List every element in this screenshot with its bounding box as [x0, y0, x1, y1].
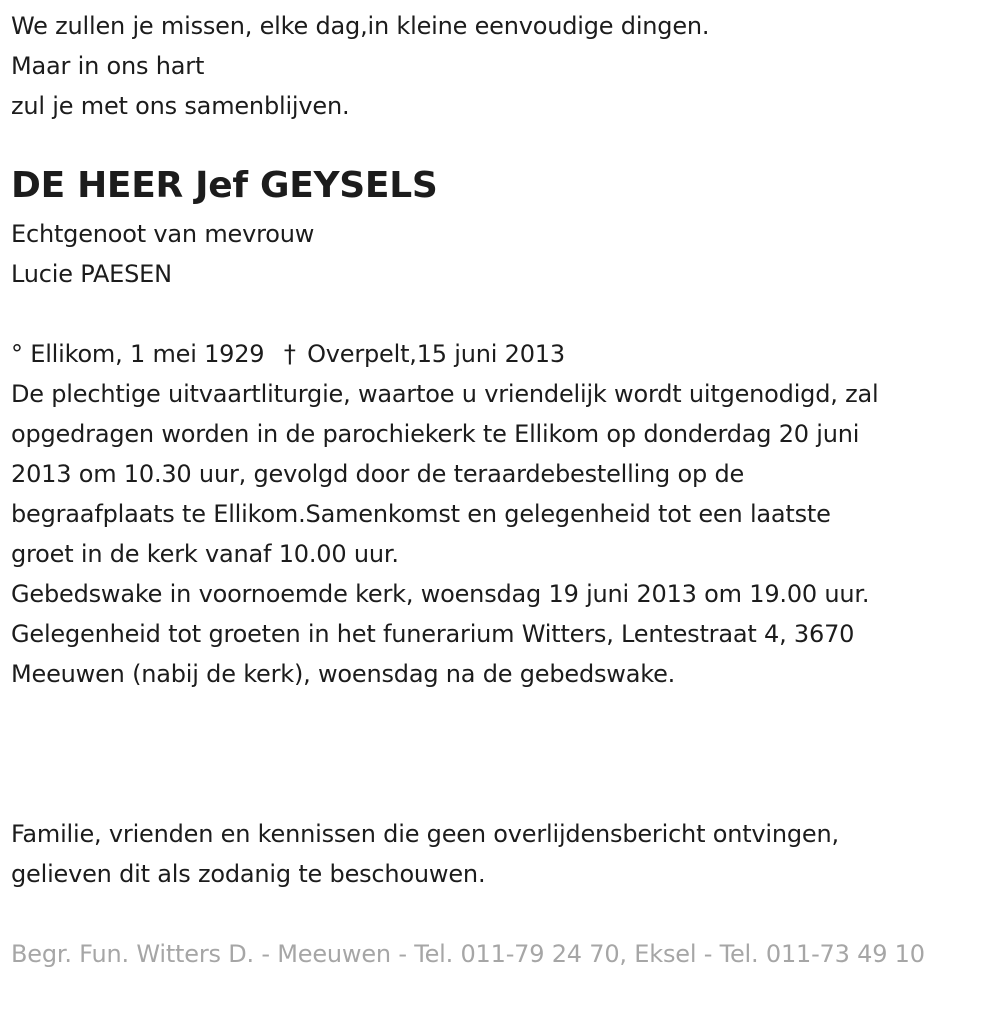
spouse-line: Echtgenoot van mevrouw: [11, 220, 315, 248]
spouse-info: [11, 214, 314, 294]
spouse-name: Lucie PAESEN: [11, 260, 172, 288]
ceremony-line: Gelegenheid tot groeten in het funerarium Witters, Lentestraat 4, 3670: [11, 620, 855, 648]
poem-line: zul je met ons samenblijven.: [11, 92, 350, 120]
ceremony-line: Gebedswake in voornoemde kerk, woensdag 19 juni 2013 om 19.00 uur.: [11, 580, 870, 608]
ceremony-details: [11, 374, 996, 694]
funeral-home-contact: Begr. Fun. Witters D. - Meeuwen - Tel. 011-79 24 70, Eksel - Tel. 011-73 49 10: [11, 940, 925, 968]
family-note-line: Familie, vrienden en kennissen die geen overlijdensbericht ontvingen,: [11, 820, 839, 848]
poem-line: Maar in ons hart: [11, 52, 205, 80]
ceremony-line: Meeuwen (nabij de kerk), woensdag na de gebedswake.: [11, 660, 676, 688]
family-note-line: gelieven dit als zodanig te beschouwen.: [11, 860, 486, 888]
deceased-name: DE HEER Jef GEYSELS: [11, 165, 438, 206]
family-note: [11, 814, 839, 894]
ceremony-line: De plechtige uitvaartliturgie, waartoe u vriendelijk wordt uitgenodigd, zal: [11, 380, 879, 408]
birth-death-dates: [11, 334, 565, 374]
birth-info: ° Ellikom, 1 mei 1929: [11, 340, 265, 368]
cross-icon: †: [283, 340, 296, 368]
memorial-poem: [11, 6, 709, 126]
ceremony-line: begraafplaats te Ellikom.Samenkomst en gelegenheid tot een laatste: [11, 500, 831, 528]
death-info: Overpelt,15 juni 2013: [307, 340, 565, 368]
ceremony-line: groet in de kerk vanaf 10.00 uur.: [11, 540, 399, 568]
ceremony-line: 2013 om 10.30 uur, gevolgd door de teraardebestelling op de: [11, 460, 745, 488]
ceremony-line: opgedragen worden in de parochiekerk te Ellikom op donderdag 20 juni: [11, 420, 860, 448]
poem-line: We zullen je missen, elke dag,in kleine eenvoudige dingen.: [11, 12, 710, 40]
